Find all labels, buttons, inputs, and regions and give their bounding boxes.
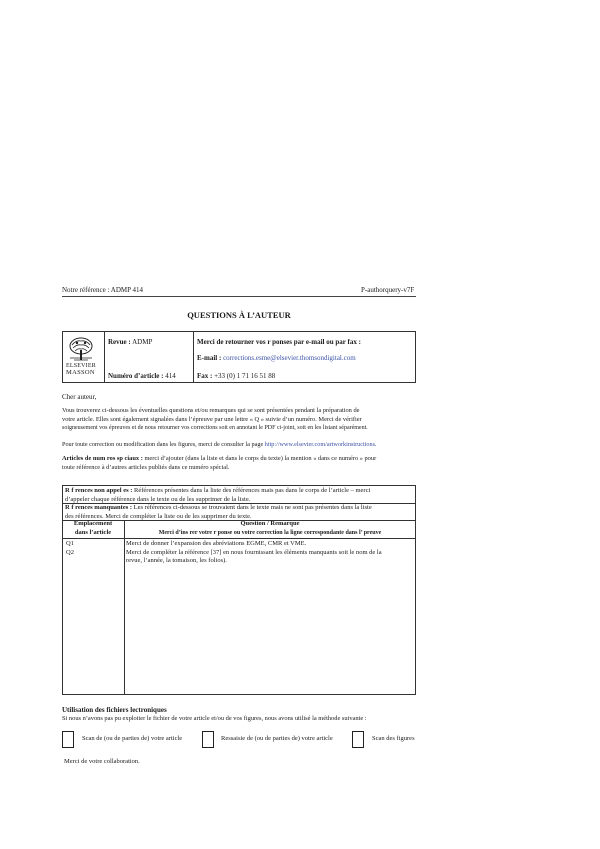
- query-text[interactable]: Merci de donner l’expansion des abréviations EGME, CMR et VME.: [126, 540, 307, 547]
- retype-article-label: Ressaisie de (ou de parties de) votre article: [221, 735, 333, 742]
- page-title: QUESTIONS À L’AUTEUR: [187, 310, 291, 320]
- query-location: Q2: [66, 548, 74, 556]
- special-issues-text: merci d’ajouter (dans la liste et dans le corps du texte) la mention « dans ce numéro » pour: [142, 455, 377, 462]
- scan-article-label: Scan de (ou de parties de) votre article: [82, 735, 183, 742]
- question-column-header: [124, 520, 416, 537]
- uncited-references-line-2: d’appeler chaque référence dans le texte ou de les supprimer de la liste.: [65, 495, 251, 503]
- query-location: Q1: [66, 540, 74, 547]
- missing-references-row: [65, 504, 415, 521]
- electronic-files-heading: Utilisation des fichiers lectroniques: [62, 706, 167, 714]
- figures-period: .: [375, 441, 377, 448]
- fax-value: +33 (0) 1 71 16 51 88: [214, 372, 276, 380]
- special-issues-line-2: toute référence à d’autres articles publiés dans ce numéro spécial.: [62, 464, 230, 471]
- uncited-references-row: [65, 487, 415, 504]
- publisher-name-masson: MASSON: [66, 369, 95, 376]
- location-header-line-1: Emplacement: [73, 520, 113, 527]
- publisher-name-elsevier: ELSEVIER: [66, 363, 96, 369]
- special-issues-label: Articles de num ros sp ciaux :: [62, 455, 143, 462]
- info-box-divider-2: [193, 332, 194, 382]
- article-number-value: 414: [165, 372, 176, 380]
- question-header-line-2: Merci d’ins rer votre r ponse ou votre correction la ligne correspondante dans l’ preuve: [158, 529, 382, 536]
- location-header-line-2: dans l’article: [74, 528, 112, 536]
- query-text[interactable]: Merci de compléter la référence [37] en nous fournissant les éléments manquants soit le nom de la: [126, 548, 382, 556]
- elsevier-tree-logo: [67, 336, 95, 362]
- table-divider-3: [63, 538, 415, 539]
- fax-field: [197, 372, 275, 381]
- email-label: E-mail :: [197, 354, 222, 362]
- email-link[interactable]: corrections.esme@elsevier.thomsondigital.com: [223, 354, 356, 362]
- revue-value: ADMP: [132, 338, 153, 346]
- revue-label: Revue :: [108, 338, 131, 346]
- missing-references-label: R f rences manquantes :: [65, 504, 133, 511]
- electronic-files-subtext: Si nous n’avons pas pu exploiter le fichier de votre article et/ou de vos figures, nous avons utilisé la méthode suivante :: [62, 715, 367, 722]
- artwork-instructions-link[interactable]: http://www.elsevier.com/artworkinstructions: [264, 441, 376, 448]
- return-instruction: Merci de retourner vos r ponses par e-mail ou par fax :: [197, 338, 361, 346]
- uncited-references-label: R f rences non appel es :: [65, 487, 133, 494]
- greeting: Cher auteur,: [62, 393, 97, 401]
- special-issues-paragraph: [62, 454, 416, 472]
- article-number-label: Numéro d’article :: [108, 372, 164, 380]
- uncited-references-line-1: [65, 487, 415, 496]
- info-box-divider-1: [104, 332, 105, 382]
- missing-references-line-2: des références. Merci de compléter la liste ou de les supprimer du texte.: [65, 512, 252, 520]
- intro-line-2: votre article. Elles sont également signalées dans l’épreuve par une lettre « Q » suivie d’un numéro. Merci de vérifier: [62, 416, 362, 423]
- figures-paragraph: [62, 440, 377, 449]
- header-rule: [62, 296, 416, 297]
- missing-references-text: Les références ci-dessous se trouvaient dans le texte mais ne sont pas présentes dans la liste: [132, 504, 372, 511]
- retype-article-checkbox[interactable]: [202, 731, 214, 748]
- closing-thanks: Merci de votre collaboration.: [64, 758, 140, 765]
- question-header-line-1: Question / Remarque: [240, 520, 300, 527]
- scan-figures-label: Scan des figures: [372, 735, 415, 742]
- email-field: [197, 354, 356, 363]
- intro-line-3: soigneusement vos épreuves et de nous retourner vos corrections soit en annotant le PDF ci-joint, soit en les listant séparément.: [62, 425, 368, 431]
- location-column-header: [62, 520, 124, 537]
- uncited-references-text: Références présentes dans la liste des références mais pas dans le corps de l’article – merci: [132, 487, 371, 494]
- query-text-continued[interactable]: revue, l’année, la tomaison, les folios).: [126, 557, 227, 564]
- reference-label: Notre référence : ADMP 414: [62, 286, 143, 294]
- intro-paragraph: [62, 406, 416, 433]
- figures-text: Pour toute correction ou modification dans les figures, merci de consulter la page: [62, 441, 264, 448]
- missing-references-line-1: [65, 504, 415, 513]
- fax-label: Fax :: [197, 372, 213, 380]
- scan-figures-checkbox[interactable]: [352, 731, 364, 748]
- special-issues-line-1: [62, 454, 416, 463]
- query-code: P-authorquery-v7F: [361, 286, 415, 294]
- article-number-field: [108, 372, 176, 381]
- table-column-divider: [124, 520, 125, 694]
- intro-line-1: Vous trouverez ci-dessous les éventuelles questions et/ou remarques qui se sont présentées pendant la préparation de: [62, 407, 360, 414]
- revue-field: [108, 338, 152, 347]
- scan-article-checkbox[interactable]: [62, 731, 74, 748]
